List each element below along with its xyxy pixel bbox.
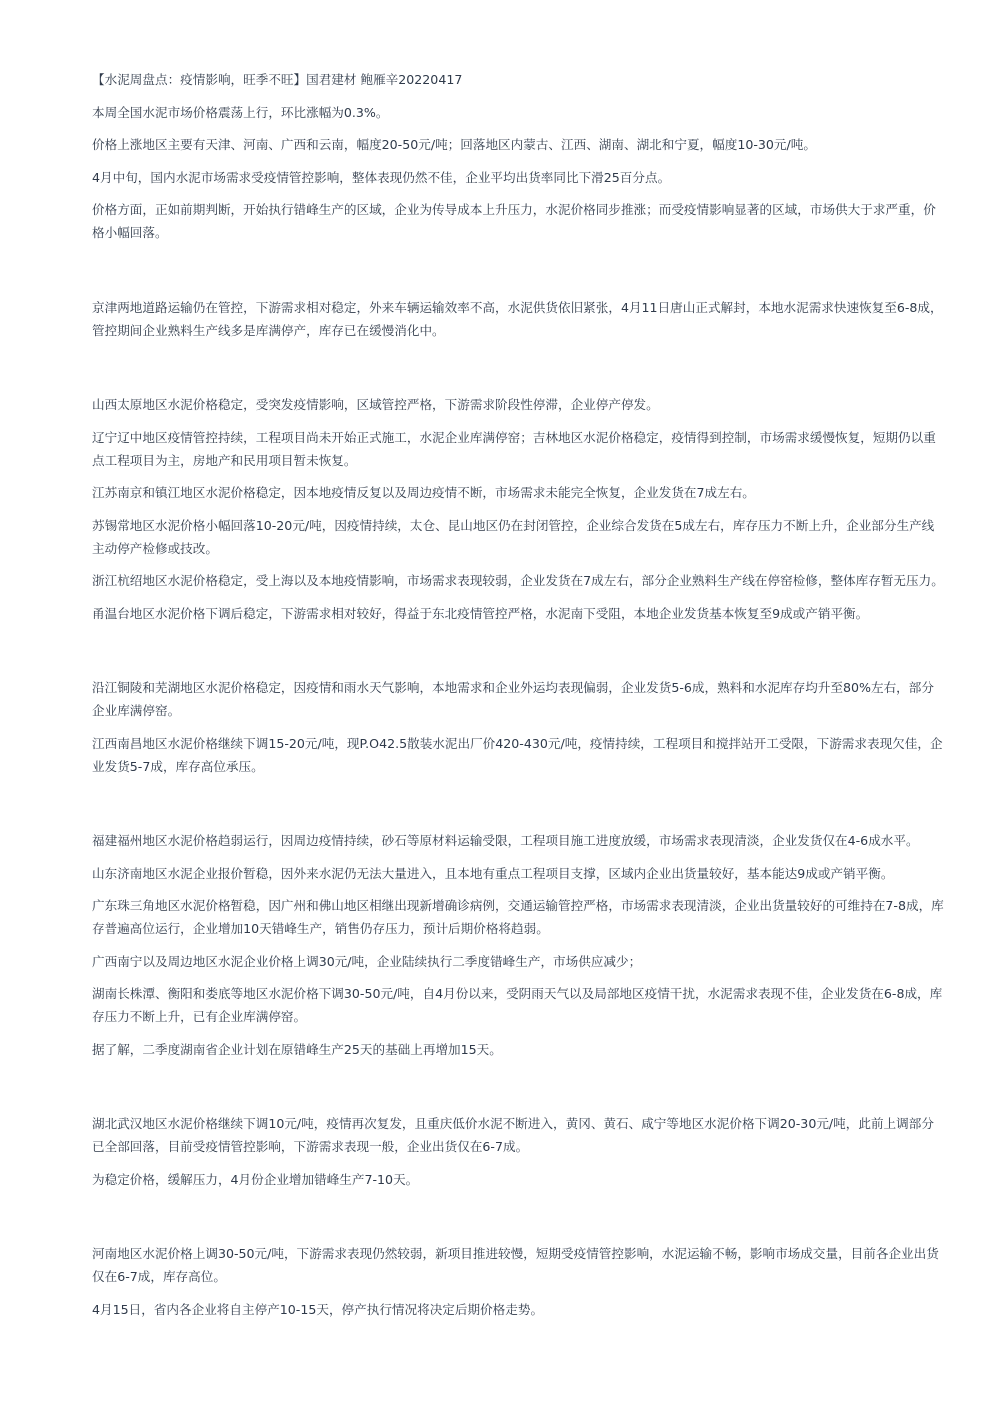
paragraph: 京津两地道路运输仍在管控，下游需求相对稳定，外来车辆运输效率不高，水泥供货依旧紧张，4月11日唐山正式解封，本地水泥需求快速恢复至6-8成，管控期间企业熟料生产线多是库满停产，库存已在缓慢消化中。 bbox=[92, 299, 943, 338]
paragraph: 江西南昌地区水泥价格继续下调15-20元/吨，现P.O42.5散装水泥出厂价420-430元/吨，疫情持续，工程项目和搅拌站开工受限，下游需求表现欠佳，企业发货5-7成，库存高位承压。 bbox=[92, 735, 943, 774]
section-spacer bbox=[92, 1200, 944, 1242]
paragraph: 苏锡常地区水泥价格小幅回落10-20元/吨，因疫情持续，太仓、昆山地区仍在封闭管控，企业综合发货在5成左右，库存压力不断上升，企业部分生产线主动停产检修或技改。 bbox=[92, 517, 935, 556]
paragraph: 价格上涨地区主要有天津、河南、广西和云南，幅度20-50元/吨；回落地区内蒙古、江西、湖南、湖北和宁夏，幅度10-30元/吨。 bbox=[92, 137, 816, 152]
paragraph: 河南地区水泥价格上调30-50元/吨，下游需求表现仍然较弱，新项目推进较慢，短期受疫情管控影响，水泥运输不畅，影响市场成交量，目前各企业出货仅在6-7成，库存高位。 bbox=[92, 1246, 939, 1284]
paragraph: 江苏南京和镇江地区水泥价格稳定，因本地疫情反复以及周边疫情不断，市场需求未能完全恢复，企业发货在7成左右。 bbox=[92, 485, 755, 500]
paragraph: 4月中旬，国内水泥市场需求受疫情管控影响，整体表现仍然不佳，企业平均出货率同比下滑25百分点。 bbox=[92, 169, 671, 185]
paragraph: 湖南长株潭、衡阳和娄底等地区水泥价格下调30-50元/吨，自4月份以来，受阴雨天气以及局部地区疫情干扰，水泥需求表现不佳，企业发货在6-8成，库存压力不断上升，已有企业库满停窑。 bbox=[92, 986, 943, 1024]
paragraph: 甬温台地区水泥价格下调后稳定，下游需求相对较好，得益于东北疫情管控严格，水泥南下受阻，本地企业发货基本恢复至9成或产销平衡。 bbox=[92, 605, 869, 621]
paragraph: 为稳定价格，缓解压力，4月份企业增加错峰生产7-10天。 bbox=[92, 1171, 419, 1187]
paragraph: 山西太原地区水泥价格稳定，受突发疫情影响，区域管控严格，下游需求阶段性停滞，企业停产停发。 bbox=[92, 397, 659, 412]
section-spacer bbox=[92, 254, 944, 296]
paragraph: 福建福州地区水泥价格趋弱运行，因周边疫情持续，砂石等原材料运输受限，工程项目施工进度放缓，市场需求表现清淡，企业发货仅在4-6成水平。 bbox=[92, 833, 919, 848]
paragraph: 浙江杭绍地区水泥价格稳定，受上海以及本地疫情影响，市场需求表现较弱，企业发货在7成左右，部分企业熟料生产线在停窑检修，整体库存暂无压力。 bbox=[92, 573, 944, 588]
paragraph: 据了解，二季度湖南省企业计划在原错峰生产25天的基础上再增加15天。 bbox=[92, 1041, 502, 1057]
document-page bbox=[92, 68, 944, 1330]
paragraph: 山东济南地区水泥企业报价暂稳，因外来水泥仍无法大量进入，且本地有重点工程项目支撑，区域内企业出货量较好，基本能达9成或产销平衡。 bbox=[92, 865, 894, 881]
paragraph: 沿江铜陵和芜湖地区水泥价格稳定，因疫情和雨水天气影响，本地需求和企业外运均表现偏弱，企业发货5-6成，熟料和水泥库存均升至80%左右，部分企业库满停窑。 bbox=[92, 680, 934, 718]
section-spacer bbox=[92, 1070, 944, 1112]
section-spacer bbox=[92, 787, 944, 829]
paragraph: 4月15日，省内各企业将自主停产10-15天，停产执行情况将决定后期价格走势。 bbox=[92, 1301, 544, 1317]
paragraph: 广东珠三角地区水泥价格暂稳，因广州和佛山地区相继出现新增确诊病例，交通运输管控严格，市场需求表现清淡，企业出货量较好的可维持在7-8成，库存普遍高位运行，企业增加10天错峰生产，销售仍存压力，预计后期价格将趋弱。 bbox=[92, 898, 944, 936]
document-title: 【水泥周盘点：疫情影响，旺季不旺】国君建材 鲍雁辛20220417 bbox=[92, 72, 463, 87]
paragraph: 辽宁辽中地区疫情管控持续，工程项目尚未开始正式施工，水泥企业库满停窑；吉林地区水泥价格稳定，疫情得到控制，市场需求缓慢恢复，短期仍以重点工程项目为主，房地产和民用项目暂未恢复。 bbox=[92, 429, 936, 468]
paragraph: 广西南宁以及周边地区水泥企业价格上调30元/吨，企业陆续执行二季度错峰生产，市场供应减少； bbox=[92, 953, 642, 969]
section-spacer bbox=[92, 351, 944, 393]
paragraph: 本周全国水泥市场价格震荡上行，环比涨幅为0.3%。 bbox=[92, 104, 389, 120]
paragraph: 湖北武汉地区水泥价格继续下调10元/吨，疫情再次复发，且重庆低价水泥不断进入，黄冈、黄石、咸宁等地区水泥价格下调20-30元/吨，此前上调部分已全部回落，目前受疫情管控影响，下游需求表现一般，企业出货仅在6-7成。 bbox=[92, 1116, 934, 1154]
paragraph: 价格方面，正如前期判断，开始执行错峰生产的区域，企业为传导成本上升压力，水泥价格同步推涨；而受疫情影响显著的区域，市场供大于求严重，价格小幅回落。 bbox=[92, 202, 936, 240]
section-spacer bbox=[92, 634, 944, 676]
